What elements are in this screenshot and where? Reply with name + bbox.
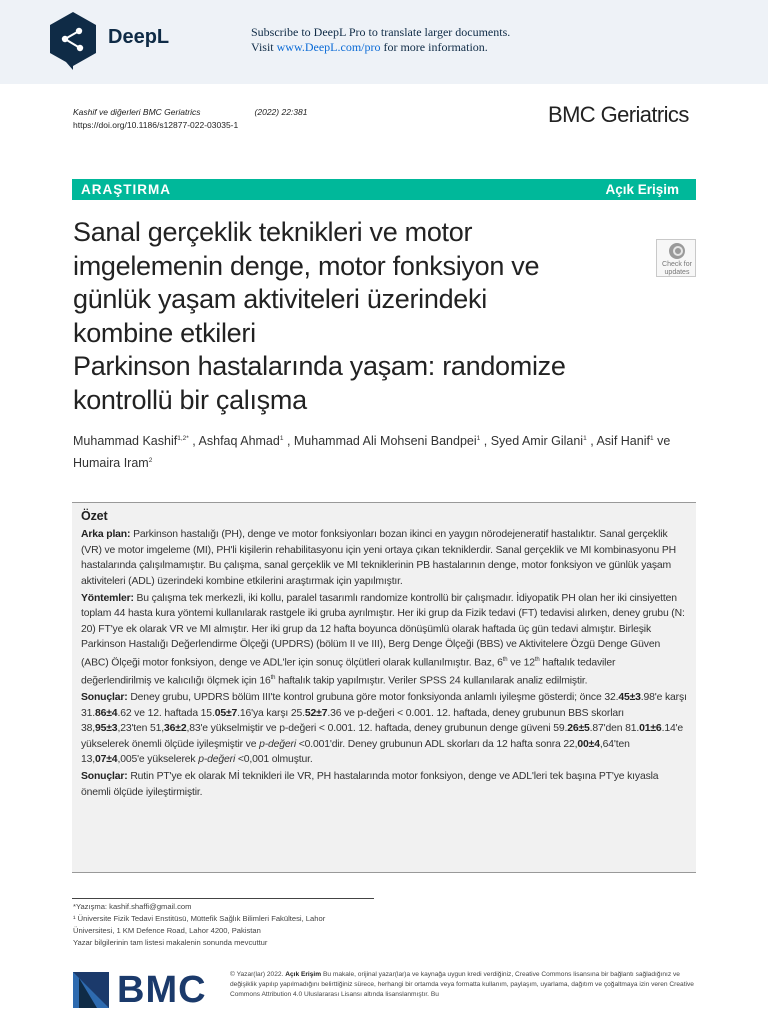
license-copyright: © Yazar(lar) 2022. xyxy=(230,971,286,978)
results-italic: p-değeri xyxy=(259,738,296,750)
abstract-methods xyxy=(81,591,687,688)
author-affil: 2 xyxy=(148,457,153,465)
results-text: ,23'ten 51, xyxy=(117,723,165,735)
results-text: .36 ve p-değeri < 0.001. 12. haftada, deney grubunun BBS skorları 38, xyxy=(81,707,625,735)
results-italic: p-değeri xyxy=(198,754,236,766)
methods-text: Bu çalışma tek merkezli, iki kollu, paralel tasarımlı randomize kontrollü bir çalışmadır. İdiyopatik PH olan her iki cinsiyetten toplam 44 hasta kura yöntemi kullanılarak rastgele iki gruba ayrılmıştır. Her iki grup da Fizik tedavi (FT) tedavisi alırken, deney grubu (N: 20) FT'ye ek olarak VR ve MI almıştır. Her iki grup da 12 hafta boyunca dönüşümlü olarak haftada üç gün tedavi almıştır. Birleşik Parkinson Hastalığı Değerlendirme Ölçeği (UPDRS) (bölüm II ve III), Berg Denge Ölçeği (BBS) ve Aktivitelere Özgü Denge Güven (ABC) Ölçeği motor fonksiyon, denge ve ADL'ler için sonuç ölçütleri olarak kullanılmıştır. Baz, 6 xyxy=(81,593,685,669)
license-body: Bu makale, orijinal yazar(lar)a ve kaynağa uygun kredi verdiğiniz, Creative Commons lisansına bir bağlantı sağladığınız ve değişiklik yapılıp yapılmadığını belirttiğiniz sürece, herhangi bir ortamda veya formatta kullanım, paylaşım, uyarlama, dağıtım ve çoğaltmaya izin veren Creative Commons Attribution 4.0 Uluslararası Lisansı altında lisanslanmıştır. Bu xyxy=(230,971,694,998)
section-bar xyxy=(72,179,696,200)
article-title xyxy=(73,216,633,418)
footnote-divider xyxy=(72,898,374,899)
affiliation-line: Üniversitesi, 1 KM Defence Road, Lahor 4200, Pakistan xyxy=(73,926,261,935)
results-value: 36±2 xyxy=(164,723,187,735)
subscribe-line: Subscribe to DeepL Pro to translate larger documents. xyxy=(251,25,511,39)
results-text: .14'e yükselerek önemli ölçüde iyileşmiştir ve xyxy=(81,723,684,750)
conclusion-label: Sonuçlar: xyxy=(81,771,128,783)
title-line: kontrollü bir çalışma xyxy=(73,384,307,415)
results-text: ,64'ten 13, xyxy=(81,738,630,766)
results-value: 86±4 xyxy=(95,707,118,719)
deepl-wordmark: DeepL xyxy=(108,26,170,48)
author-name: Humaira Iram xyxy=(73,456,149,471)
author-conjunction: ve xyxy=(657,434,671,449)
results-text: .16'ya karşı 25. xyxy=(237,707,305,719)
check-updates-icon xyxy=(669,243,685,259)
conclusion-text: Rutin PT'ye ek olarak Mİ teknikleri ile VR, PH hastalarında motor fonksiyon, denge ve ADL'leri tek başına PT'ye kıyasla önemli ölçüde iyileştirmiştir. xyxy=(81,771,659,798)
results-text: .62 ve 12. haftada 15. xyxy=(117,707,215,719)
author-list: Muhammad Kashif$^{1,2*}$ , Ashfaq Ahmad$^1$ , Muhammad Ali Mohseni Bandpei$^1$ , Syed Amir Gilani$^1$ , Asif Hanif$^1$ ve Humaira Iram$^2$ xyxy=(73,434,671,471)
results-value: 52±7 xyxy=(304,707,328,719)
bmc-logo-text: BMC xyxy=(117,969,207,1011)
open-access-label: Açık Erişim xyxy=(605,182,679,197)
citation-authors: Kashif ve diğerleri BMC Geriatrics xyxy=(73,107,201,117)
check-for-updates-badge[interactable] xyxy=(656,239,696,277)
article-type-label: ARAŞTIRMA xyxy=(81,182,171,197)
citation-year: (2022) 22:381 xyxy=(254,107,308,117)
abstract-results xyxy=(81,690,687,767)
ordinal-sup: th xyxy=(270,674,276,681)
author-affil: 1 xyxy=(583,435,587,442)
methods-text: haftalık tedaviler değerlendirilmiş ve kalıcılığı ölçmek için 16 xyxy=(81,657,616,686)
deepl-logo-icon[interactable] xyxy=(46,10,100,70)
results-text: ,005'e yükselerek xyxy=(117,754,199,766)
author-name: Muhammad Ali Mohseni Bandpei xyxy=(293,434,477,449)
results-value: 01±6 xyxy=(639,723,662,735)
results-label: Sonuçlar: xyxy=(81,692,128,704)
abstract-conclusion xyxy=(81,769,687,800)
results-value: 00±4 xyxy=(577,738,600,750)
methods-label: Yöntemler: xyxy=(81,593,134,605)
results-value: 45±3 xyxy=(618,692,641,704)
author-affil: 1 xyxy=(649,435,654,442)
license-text xyxy=(230,970,696,999)
author-info-note: Yazar bilgilerinin tam listesi makalenin sonunda mevcuttur xyxy=(73,938,268,947)
results-text: <0.001'dir. Deney grubunun ADL skorları da 12 hafta sonra 22, xyxy=(296,738,578,750)
bmc-mark-icon xyxy=(73,972,109,1008)
author-affil: 1,2* xyxy=(177,435,189,442)
check-updates-text xyxy=(657,261,697,277)
background-text: Parkinson hastalığı (PH), denge ve motor fonksiyonları bozan ikinci en yaygın nörodejeneratif hastalıktır. Sanal gerçeklik (VR) ve motor imgeleme (MI), PH'li kişilerin rehabilitasyonu için yeni ortaya çıkan tekniklerdir. Sanal gerçeklik ve MI kombinasyonu PH hastalarında çalışılmamıştır. Bu çalışma, sanal gerçeklik ve MI tekniklerinin PB hastalarının denge, motor fonksiyon ve günlük yaşam aktiviteleri (ADL) üzerindeki kombine etkilerini araştırmak için yapılmıştır. xyxy=(81,529,677,587)
results-text: ,83'e yükselmiştir ve p-değeri < 0.001. 12. haftada, deney grubunun denge güveni 59. xyxy=(186,723,568,735)
license-open-access: Açık Erişim xyxy=(285,971,322,978)
background-label: Arka plan: xyxy=(81,529,131,541)
abstract-background xyxy=(81,527,687,589)
author-name: Muhammad Kashif xyxy=(73,434,178,449)
visit-line xyxy=(251,40,510,55)
methods-text: haftalık takip yapılmıştır. Veriler SPSS 24 kullanılarak analiz edilmiştir. xyxy=(275,675,588,686)
methods-text: ve 12 xyxy=(507,657,535,669)
results-text: .98'e karşı 31. xyxy=(81,692,687,719)
deepl-subscribe-message xyxy=(251,25,510,55)
title-line: günlük yaşam aktiviteleri üzerindeki xyxy=(73,284,487,315)
doi-link[interactable]: https://doi.org/10.1186/s12877-022-03035-1 xyxy=(73,120,239,130)
results-value: 26±5 xyxy=(567,723,590,735)
title-line: Sanal gerçeklik teknikleri ve motor xyxy=(73,217,473,247)
title-line: Parkinson hastalarında yaşam: randomize xyxy=(73,351,566,382)
badge-line: updates xyxy=(664,269,690,276)
affiliation-line: ¹ Üniversite Fizik Tedavi Enstitüsü, Müttefik Sağlık Bilimleri Fakültesi, Lahor xyxy=(73,914,326,923)
citation-line xyxy=(73,106,307,119)
title-line: kombine etkileri xyxy=(73,317,256,348)
footnotes xyxy=(73,901,325,949)
author-name: Asif Hanif xyxy=(596,434,650,449)
author-affil: 1 xyxy=(279,435,284,442)
ordinal-sup: th xyxy=(534,656,540,663)
results-value: 07±4 xyxy=(95,754,118,766)
citation xyxy=(73,106,307,132)
abstract-heading: Özet xyxy=(81,509,108,523)
ordinal-sup: th xyxy=(502,656,508,663)
bmc-logo xyxy=(73,970,213,1010)
title-line: imgelemenin denge, motor fonksiyon ve xyxy=(73,250,540,281)
visit-prefix: Visit xyxy=(251,40,277,54)
journal-name: BMC Geriatrics xyxy=(548,102,689,127)
badge-line: Check for xyxy=(662,261,692,268)
results-value: 95±3 xyxy=(95,723,118,735)
deepl-pro-link[interactable]: www.DeepL.com/pro xyxy=(276,40,381,54)
author-name: Ashfaq Ahmad xyxy=(198,434,280,449)
author-name: Syed Amir Gilani xyxy=(490,434,584,449)
results-text: Deney grubu, UPDRS bölüm III'te kontrol grubuna göre motor fonksiyonda anlamlı iyileşme gösterdi; önce 32. xyxy=(130,692,619,704)
visit-suffix: for more information. xyxy=(380,40,488,54)
results-text: .87'den 81. xyxy=(589,723,640,735)
deepl-banner xyxy=(0,0,768,84)
results-value: 05±7 xyxy=(214,707,238,719)
results-text: <0,001 olmuştur. xyxy=(235,754,313,766)
author-affil: 1 xyxy=(476,435,481,442)
correspondence-email[interactable]: *Yazışma: kashif.shaffi@gmail.com xyxy=(73,902,192,911)
abstract-box xyxy=(72,502,696,873)
